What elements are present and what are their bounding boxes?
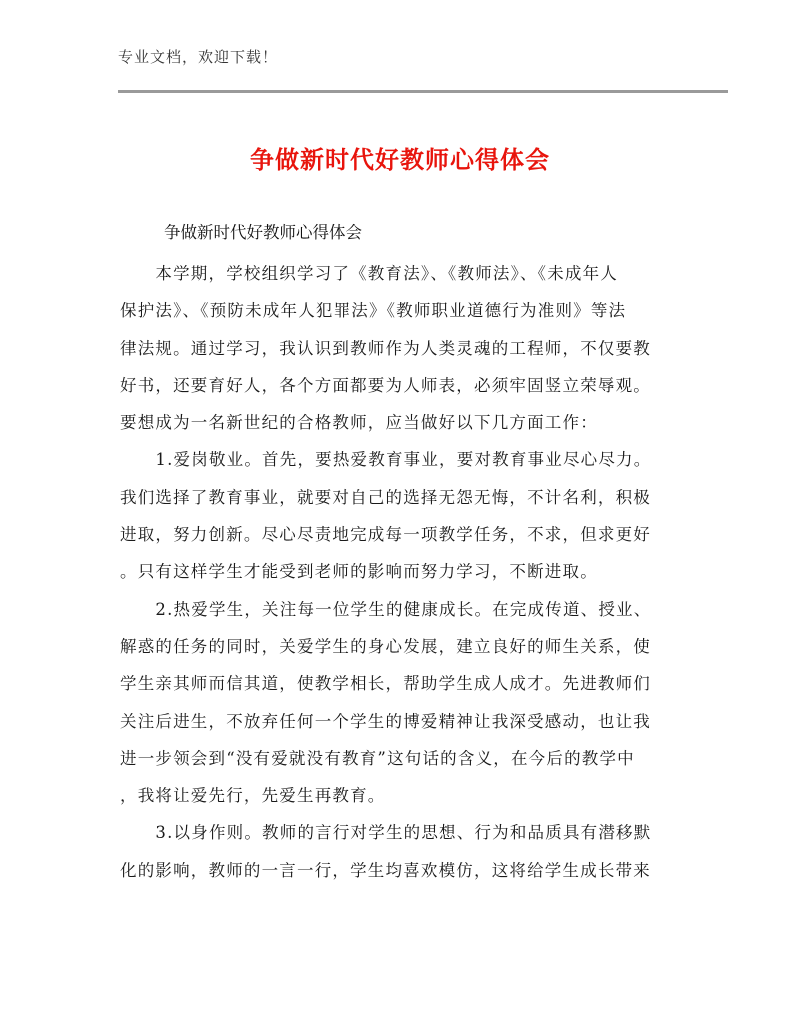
body-line: 进取，努力创新。尽心尽责地完成每一项教学任务，不求，但求更好 [120, 525, 651, 545]
body-line: 要想成为一名新世纪的合格教师，应当做好以下几方面工作： [120, 413, 598, 433]
body-line: 好书，还要育好人，各个方面都要为人师表，必须牢固竖立荣辱观。 [120, 375, 651, 395]
body-line: 关注后进生，不放弃任何一个学生的博爱精神让我深受感动，也让我 [120, 711, 651, 731]
body-line: 学生亲其师而信其道，使教学相长，帮助学生成人成才。先进教师们 [120, 674, 651, 694]
body-line: 本学期，学校组织学习了《教育法》、《教师法》、《未成年人 [120, 264, 618, 283]
body-line: 进一步领会到“没有爱就没有教育”这句话的含义，在今后的教学中 [120, 748, 635, 768]
body-line: 。只有这样学生才能受到老师的影响而努力学习，不断进取。 [120, 562, 598, 582]
body-line: 1.爱岗敬业。首先，要热爱教育事业，要对教育事业尽心尽力。 [120, 450, 652, 470]
body-line: 解惑的任务的同时，关爱学生的身心发展，建立良好的师生关系，使 [120, 636, 651, 656]
body-line: 我们选择了教育事业，就要对自己的选择无怨无悔，不计名利，积极 [120, 487, 651, 507]
header-divider [118, 90, 728, 93]
body-line: ，我将让爱先行，先爱生再教育。 [120, 786, 386, 806]
body-line: 律法规。通过学习，我认识到教师作为人类灵魂的工程师，不仅要教 [120, 338, 651, 358]
document-title: 争做新时代好教师心得体会 [250, 146, 550, 174]
body-line: 保护法》、《预防未成年人犯罪法》《教师职业道德行为准则》等法 [120, 301, 627, 321]
document-body [120, 255, 680, 889]
header-note: 专业文档，欢迎下载！ [118, 48, 279, 66]
document-subtitle: 争做新时代好教师心得体会 [164, 223, 362, 242]
body-line: 2.热爱学生，关注每一位学生的健康成长。在完成传道、授业、 [120, 599, 652, 619]
body-line: 3.以身作则。教师的言行对学生的思想、行为和品质具有潜移默 [120, 823, 652, 843]
body-line: 化的影响，教师的一言一行，学生均喜欢模仿，这将给学生成长带来 [120, 860, 651, 880]
